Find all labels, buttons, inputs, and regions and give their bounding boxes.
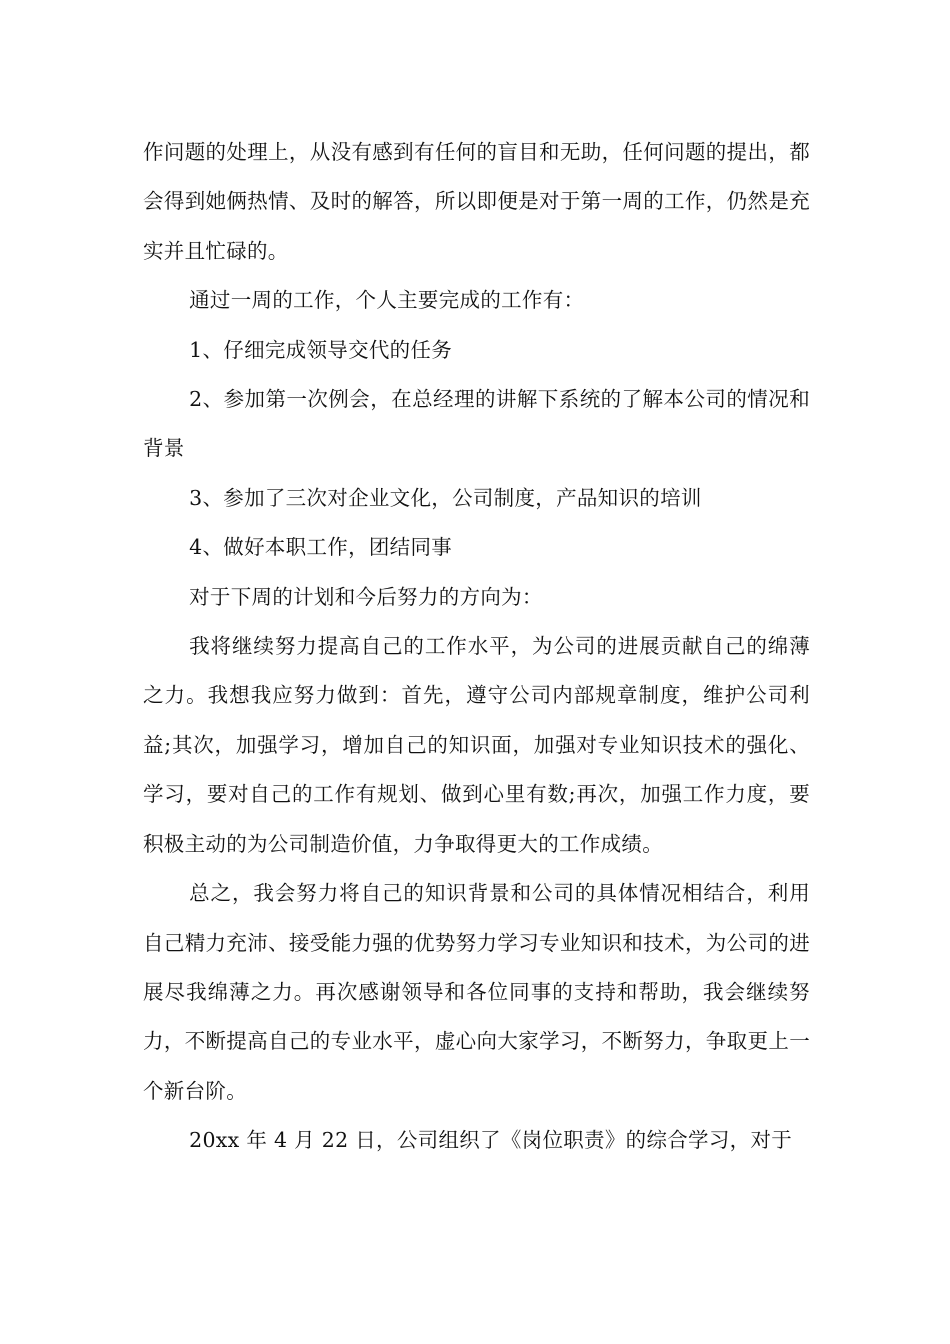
document-body [143,128,810,1166]
list-item-2: 2、参加第一次例会，在总经理的讲解下系统的了解本公司的情况和背景 [143,387,810,461]
paragraph-plan-intro: 对于下周的计划和今后努力的方向为： [189,584,543,609]
paragraph-continuation: 作问题的处理上，从没有感到有任何的盲目和无助，任何问题的提出，都会得到她俩热情、及时的解答，所以即便是对于第一周的工作，仍然是充实并且忙碌的。 [143,140,810,263]
list-item-1: 1、仔细完成领导交代的任务 [189,337,453,362]
paragraph-conclusion: 总之，我会努力将自己的知识背景和公司的具体情况相结合，利用自己精力充沛、接受能力强的优势努力学习专业知识和技术，为公司的进展尽我绵薄之力。再次感谢领导和各位同事的支持和帮助，我会继续努力，不断提高自己的专业水平，虚心向大家学习，不断努力，争取更上一个新台阶。 [143,881,810,1103]
paragraph-date-start: 20xx 年 4 月 22 日，公司组织了《岗位职责》的综合学习，对于 [189,1128,793,1153]
paragraph-summary-intro: 通过一周的工作，个人主要完成的工作有： [189,288,585,313]
list-item-3: 3、参加了三次对企业文化，公司制度，产品知识的培训 [189,485,702,510]
list-item-4: 4、做好本职工作，团结同事 [189,535,453,560]
paragraph-plan: 我将继续努力提高自己的工作水平，为公司的进展贡献自己的绵薄之力。我想我应努力做到：首先，遵守公司内部规章制度，维护公司利益;其次，加强学习，增加自己的知识面，加强对专业知识技术的强化、学习，要对自己的工作有规划、做到心里有数;再次，加强工作力度，要积极主动的为公司制造价值，力争取得更大的工作成绩。 [143,634,810,856]
